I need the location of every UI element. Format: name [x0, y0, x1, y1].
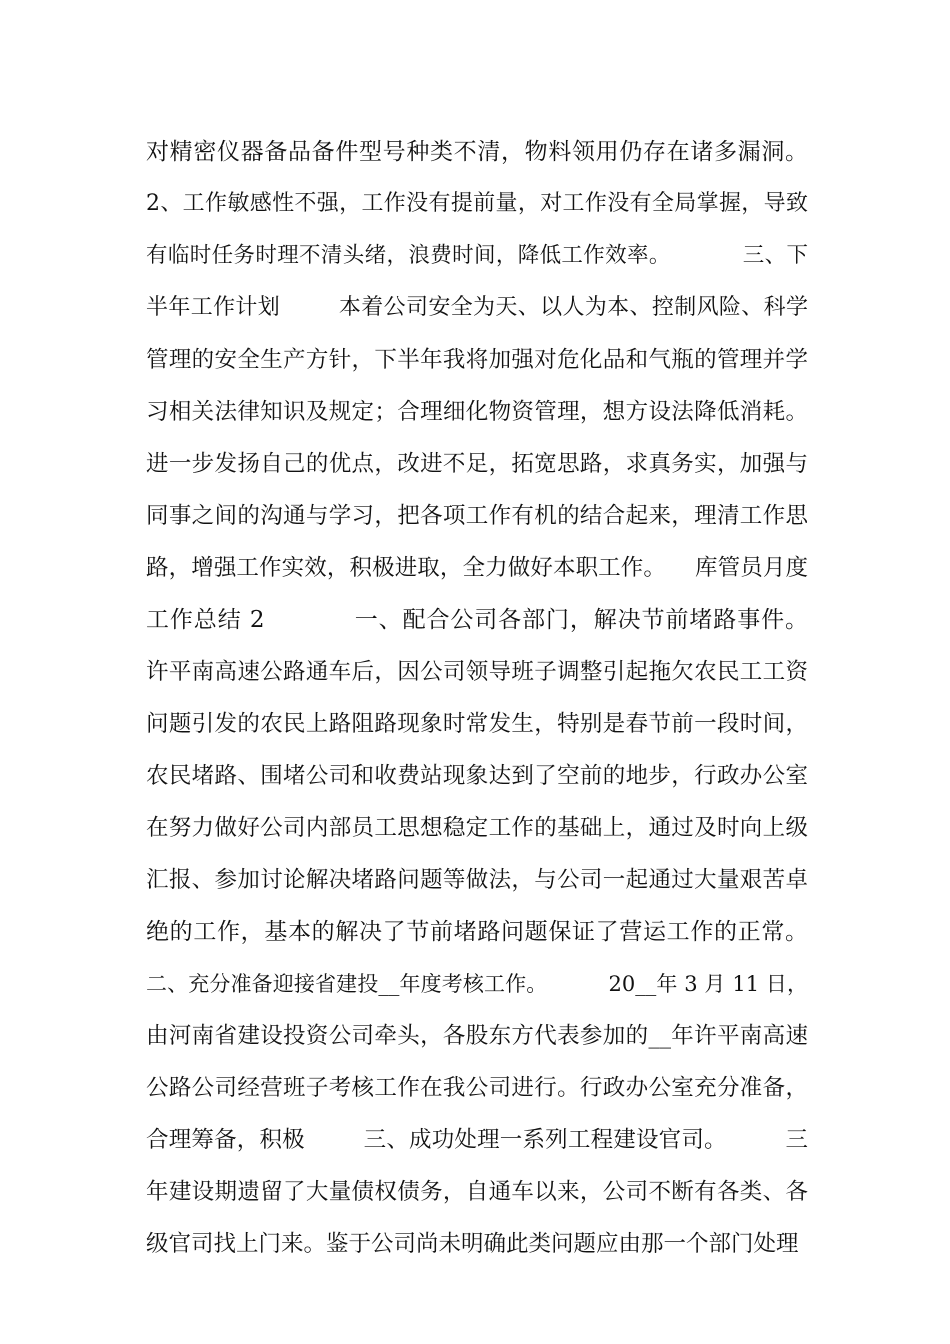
text-line-3: 有临时任务时理不清头绪，浪费时间，降低工作效率。 三、下 [146, 243, 808, 268]
text-line-15: 汇报、参加讨论解决堵路问题等做法，与公司一起通过大量艰苦卓 [146, 867, 808, 893]
text-line-9: 路，增强工作实效，积极进取，全力做好本职工作。 库管员月度 [146, 555, 808, 581]
text-line-22: 级官司找上门来。鉴于公司尚未明确此类问题应由那一个部门处理 [146, 1231, 799, 1257]
text-line-4: 半年工作计划 本着公司安全为天、以人为本、控制风险、科学 [146, 295, 808, 320]
text-line-19: 公路公司经营班子考核工作在我公司进行。行政办公室充分准备， [146, 1075, 808, 1101]
text-line-7: 进一步发扬自己的优点，改进不足，拓宽思路，求真务实，加强与 [146, 451, 808, 477]
text-line-11: 许平南高速公路通车后，因公司领导班子调整引起拖欠农民工工资 [146, 659, 808, 685]
text-line-13: 农民堵路、围堵公司和收费站现象达到了空前的地步，行政办公室 [146, 763, 808, 789]
text-line-5: 管理的安全生产方针，下半年我将加强对危化品和气瓶的管理并学 [146, 347, 808, 373]
text-line-2: 2、工作敏感性不强，工作没有提前量，对工作没有全局掌握，导致 [146, 191, 808, 216]
text-line-18: 由河南省建设投资公司牵头，各股东方代表参加的__年许平南高速 [146, 1023, 808, 1049]
text-line-16: 绝的工作，基本的解决了节前堵路问题保证了营运工作的正常。 [146, 919, 808, 945]
text-line-6: 习相关法律知识及规定；合理细化物资管理，想方设法降低消耗。 [146, 399, 808, 425]
text-line-20: 合理筹备，积极 三、成功处理一系列工程建设官司。 三 [146, 1127, 808, 1153]
document-body [146, 126, 808, 1270]
text-line-14: 在努力做好公司内部员工思想稳定工作的基础上，通过及时向上级 [146, 815, 808, 841]
text-line-21: 年建设期遗留了大量债权债务，自通车以来，公司不断有各类、各 [146, 1179, 808, 1205]
text-line-17: 二、充分准备迎接省建投__年度考核工作。 20__年 3 月 11 日， [146, 972, 808, 996]
text-line-10: 工作总结 2 一、配合公司各部门，解决节前堵路事件。 [146, 607, 808, 633]
text-line-1: 对精密仪器备品备件型号种类不清，物料领用仍存在诸多漏洞。 [146, 139, 808, 165]
text-line-12: 问题引发的农民上路阻路现象时常发生，特别是春节前一段时间， [146, 711, 808, 737]
text-line-8: 同事之间的沟通与学习，把各项工作有机的结合起来，理清工作思 [146, 503, 808, 529]
